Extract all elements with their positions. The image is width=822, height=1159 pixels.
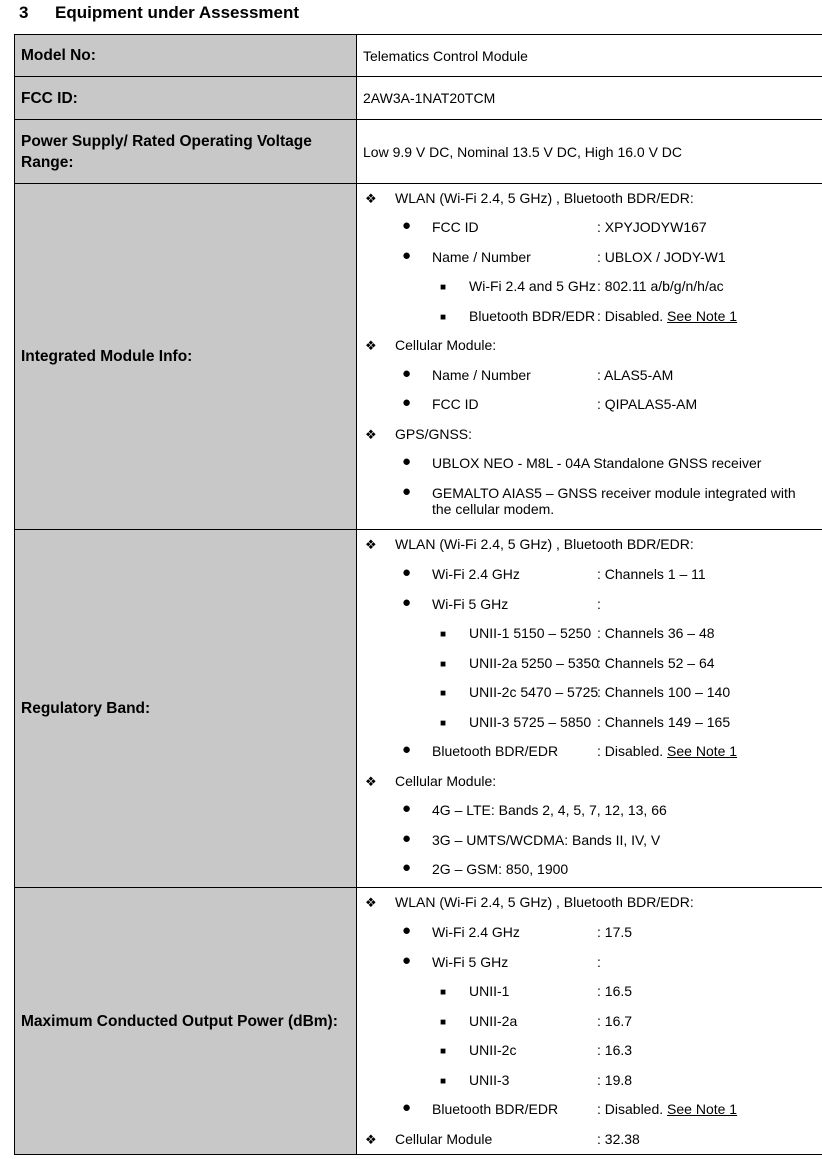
row-label: Integrated Module Info: <box>14 184 357 529</box>
square-bullet-icon: ■ <box>440 658 447 670</box>
see-note-link[interactable]: See Note 1 <box>667 307 738 324</box>
list-item: ● Wi-Fi 5 GHz : <box>402 951 601 970</box>
row-value-list <box>357 184 822 529</box>
square-bullet-icon: ■ <box>440 311 447 323</box>
list-item: ■ UNII-2c : 16.3 <box>440 1042 633 1058</box>
section-title: Equipment under Assessment <box>55 3 300 22</box>
list-item: ❖ WLAN (Wi-Fi 2.4, 5 GHz) , Bluetooth BDR/EDR: <box>365 536 694 552</box>
list-item: ■ Bluetooth BDR/EDR : Disabled. See Note 1 <box>440 307 738 324</box>
row-fcc-id <box>14 77 822 120</box>
row-label: Model No: <box>14 35 357 76</box>
list-item: ● Wi-Fi 2.4 GHz : 17.5 <box>402 922 633 940</box>
square-bullet-icon: ■ <box>440 987 447 998</box>
row-power-supply <box>14 120 822 184</box>
list-item: ■ UNII-2a 5250 – 5350 : Channels 52 – 64 <box>440 654 715 671</box>
diamond-bullet-icon: ❖ <box>365 426 377 442</box>
list-item: ❖ Cellular Module: <box>365 337 497 353</box>
see-note-link[interactable]: See Note 1 <box>667 1101 738 1117</box>
row-value-list <box>357 530 822 887</box>
list-item: ■ UNII-3 5725 – 5850 : Channels 149 – 165 <box>440 713 731 730</box>
list-item: ● 2G – GSM: 850, 1900 <box>402 859 569 877</box>
square-bullet-icon: ■ <box>440 1046 447 1057</box>
round-bullet-icon: ● <box>402 1099 412 1116</box>
list-item: ❖ GPS/GNSS: <box>365 425 473 442</box>
square-bullet-icon: ■ <box>440 629 447 640</box>
square-bullet-icon: ■ <box>440 1075 447 1087</box>
list-item: ❖ WLAN (Wi-Fi 2.4, 5 GHz) , Bluetooth BDR/EDR: <box>365 894 694 910</box>
round-bullet-icon: ● <box>402 829 412 847</box>
round-bullet-icon: ● <box>402 564 412 581</box>
list-item: ● Name / Number : ALAS5-AM <box>402 364 674 383</box>
row-value: 2AW3A-1NAT20TCM <box>363 90 496 106</box>
round-bullet-icon: ● <box>402 922 412 939</box>
square-bullet-icon: ■ <box>440 717 447 729</box>
list-item: ■ UNII-2c 5470 – 5725 : Channels 100 – 140 <box>440 684 731 700</box>
list-item: ● FCC ID : QIPALAS5-AM <box>402 394 698 412</box>
square-bullet-icon: ■ <box>440 282 447 293</box>
diamond-bullet-icon: ❖ <box>365 191 377 206</box>
list-item: ● FCC ID : XPYJODYW167 <box>402 217 707 235</box>
round-bullet-icon: ● <box>402 217 412 234</box>
section-heading <box>19 3 299 23</box>
list-item: ● Wi-Fi 5 GHz : <box>402 593 601 612</box>
round-bullet-icon: ● <box>402 951 412 969</box>
round-bullet-icon: ● <box>402 859 412 876</box>
see-note-link[interactable]: See Note 1 <box>667 743 738 759</box>
list-item: ● 4G – LTE: Bands 2, 4, 5, 7, 12, 13, 66 <box>402 800 667 818</box>
list-item: ■ UNII-1 5150 – 5250 : Channels 36 – 48 <box>440 625 715 641</box>
list-item: ● GEMALTO AIAS5 – GNSS receiver module integrated with the cellular modem. <box>402 482 796 517</box>
row-label: Regulatory Band: <box>14 530 357 887</box>
list-item: ❖ Cellular Module: <box>365 772 497 789</box>
row-label: FCC ID: <box>14 77 357 119</box>
diamond-bullet-icon: ❖ <box>365 1131 377 1147</box>
row-value-list <box>357 888 822 1154</box>
row-max-output-power <box>14 888 822 1155</box>
row-value: Low 9.9 V DC, Nominal 13.5 V DC, High 16.0 V DC <box>363 143 683 160</box>
list-item: ● 3G – UMTS/WCDMA: Bands II, IV, V <box>402 829 661 848</box>
row-integrated-module <box>14 184 822 530</box>
list-item: ❖ WLAN (Wi-Fi 2.4, 5 GHz) , Bluetooth BDR/EDR: <box>365 190 694 206</box>
equipment-table <box>14 34 822 1155</box>
row-model <box>14 35 822 77</box>
round-bullet-icon: ● <box>402 741 412 758</box>
row-label: Maximum Conducted Output Power (dBm): <box>14 888 357 1154</box>
list-item: ● UBLOX NEO - M8L - 04A Standalone GNSS receiver <box>402 453 762 471</box>
round-bullet-icon: ● <box>402 593 412 611</box>
list-item: ● Name / Number : UBLOX / JODY-W1 <box>402 246 726 265</box>
round-bullet-icon: ● <box>402 453 412 470</box>
diamond-bullet-icon: ❖ <box>365 895 377 910</box>
list-item: ● Bluetooth BDR/EDR : Disabled. See Note 1 <box>402 741 738 759</box>
list-item: ❖ Cellular Module : 32.38 <box>365 1130 640 1147</box>
diamond-bullet-icon: ❖ <box>365 537 377 552</box>
list-item: ■ UNII-2a : 16.7 <box>440 1012 633 1029</box>
list-item: ■ UNII-1 : 16.5 <box>440 983 633 999</box>
list-item: ● Wi-Fi 2.4 GHz : Channels 1 – 11 <box>402 564 706 582</box>
square-bullet-icon: ■ <box>440 688 447 699</box>
round-bullet-icon: ● <box>402 364 412 382</box>
row-regulatory-band <box>14 530 822 888</box>
section-number: 3 <box>19 3 29 22</box>
list-item: ■ Wi-Fi 2.4 and 5 GHz : 802.11 a/b/g/n/h/ac <box>440 278 724 294</box>
round-bullet-icon: ● <box>402 394 412 411</box>
list-item: ● Bluetooth BDR/EDR : Disabled. See Note 1 <box>402 1099 738 1117</box>
round-bullet-icon: ● <box>402 482 412 500</box>
round-bullet-icon: ● <box>402 246 412 264</box>
diamond-bullet-icon: ❖ <box>365 773 377 789</box>
diamond-bullet-icon: ❖ <box>365 338 377 353</box>
row-label: Power Supply/ Rated Operating Voltage Range: <box>14 120 357 183</box>
list-item: ■ UNII-3 : 19.8 <box>440 1071 633 1088</box>
square-bullet-icon: ■ <box>440 1016 447 1028</box>
row-value: Telematics Control Module <box>363 47 528 64</box>
round-bullet-icon: ● <box>402 800 412 817</box>
